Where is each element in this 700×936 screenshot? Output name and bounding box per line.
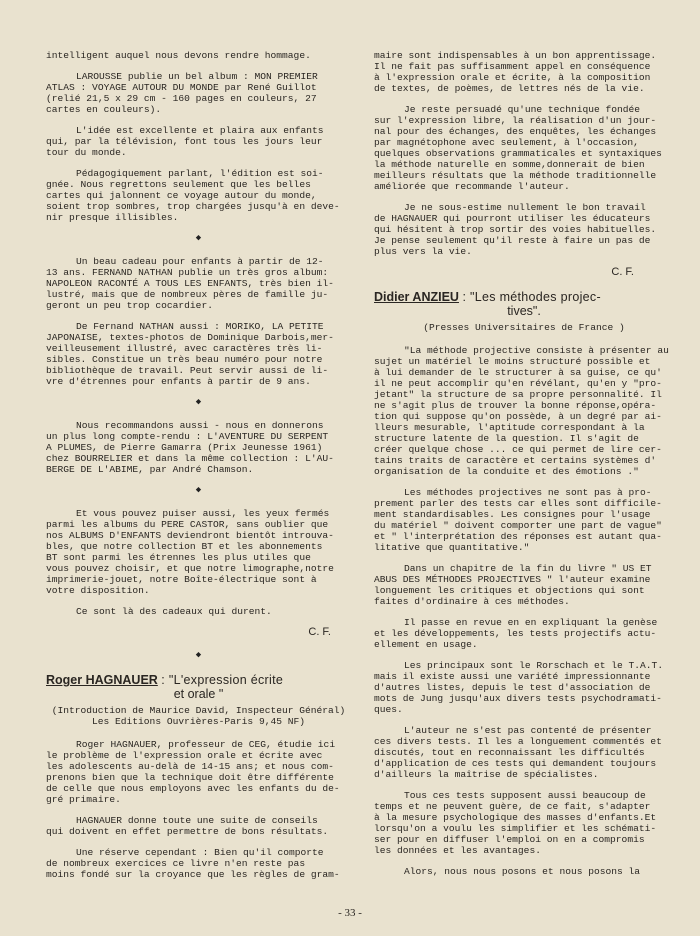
review-title-continued: tives".: [507, 304, 541, 318]
paragraph: Alors, nous nous posons et nous posons la: [404, 866, 641, 877]
review-publication-info: (Introduction de Maurice David, Inspecteur Général) Les Editions Ouvrières-Paris 9,45 NF): [51, 705, 346, 727]
paragraph: Tous ces tests supposent aussi beaucoup de temps et ne peuvent guère, de ce fait, s'adapter à la mesure psychologique des masses d'enfants.Et lorsqu'on a voulu les simplifier et les schémati- ser pour en diffuser l'emploi on en a compromis les données et les avantages.: [374, 790, 657, 856]
paragraph: L'idée est excellente et plaira aux enfants qui, par la télévision, font tous les jours leur tour du monde.: [46, 125, 324, 158]
paragraph: De Fernand NATHAN aussi : MORIKO, LA PETITE JAPONAISE, textes-photos de Dominique Darbois,mer- veilleusement illustré, avec caractères très li- sibles. Constitue un très beau numéro pour notre bibliothèque de travail. Peut servir aussi de li- vre d'étrennes pour enfants à partir de 9 ans.: [46, 321, 334, 387]
separator-diamond-icon: ◆: [195, 233, 202, 243]
paragraph: Une réserve cependant : Bien qu'il comporte de nombreux exercices ce livre n'en reste pas moins fondé sur la croyance que les règles de gram-: [46, 847, 340, 880]
paragraph: Les méthodes projectives ne sont pas à pro- prement parler des tests car elles sont difficile- ment standardisables. Les consignes pour l'usage du matériel " doivent comporter une part de vague" et " l'interprétation des réponses est autant qua- litative que quantitative.": [374, 487, 662, 553]
paragraph: HAGNAUER donne toute une suite de conseils qui doivent en effet permettre de bons résultats.: [46, 815, 329, 837]
paragraph: Et vous pouvez puiser aussi, les yeux fermés parmi les albums du PERE CASTOR, sans oublier que nos ALBUMS D'ENFANTS deviendront bientôt introuva- bles, que notre collection BT et les abonnements BT sont parmi les étrennes les plus utiles que vous pouvez choisir, et que notre limographe,notre imprimerie-jouet, notre Boîte-électrique sont à votre disposition.: [46, 508, 334, 596]
paragraph: Je ne sous-estime nullement le bon travail de HAGNAUER qui pourront utiliser les éducateurs qui hésitent à trop sortir des voies habituelles. Je pense seulement qu'il reste à faire un pas de plus vers la vie.: [374, 202, 657, 257]
paragraph: Il passe en revue en en expliquant la genèse et les développements, les tests projectifs actu- ellement en usage.: [374, 617, 658, 650]
page-number: - 33 -: [338, 907, 362, 919]
review-title: : "L'expression écrite: [161, 673, 284, 687]
paragraph: "La méthode projective consiste à présenter au sujet un matériel le moins structuré possible et à lui demander de le structurer à sa guise, ce qu' il ne peut accomplir qu'en révélant, qu'en y "pro- jetant" la structure de sa propre personnalité. Il ne s'agit plus de trouver la bonne réponse,opéra- tion qui suppose qu'on possède, à un degré par ai- lleurs mesurable, l'aptitude correspondant à la structure latente de la question. Il s'agit de créer quelque chose ... ce qui permet de lire cer- tains traits de caractère et certains systèmes d' organisation de la conduite et des émotions .": [374, 345, 669, 477]
paragraph: Roger HAGNAUER, professeur de CEG, étudie ici le problème de l'expression orale et écrite avec les adolescents au-delà de 14-15 ans; et nous com- prenons bien que la technique doit être différente de celle que nous employons avec les enfants du de- gré primaire.: [46, 739, 340, 805]
paragraph: Pédagogiquement parlant, l'édition est soi- gnée. Nous regrettons seulement que les belles cartes qui jalonnent ce voyage autour du monde, soient trop sombres, trop chargées jusqu'à en deve- nir presque illisibles.: [46, 168, 340, 223]
signature: C. F.: [308, 626, 331, 638]
left-column: [46, 50, 351, 890]
separator-diamond-icon: ◆: [195, 650, 202, 660]
separator-diamond-icon: ◆: [195, 397, 202, 407]
paragraph: maire sont indispensables à un bon apprentissage. Il ne fait pas suffisamment appel en conséquence à l'expression orale et écrite, à la composition de textes, de poèmes, de lettres nés de la vie.: [374, 50, 657, 94]
paragraph: L'auteur ne s'est pas contenté de présenter ces divers tests. Il les a longuement commentés et discutés, tout en reconnaissant les difficultés d'application de ces tests qui demandent toujours d'ailleurs la maîtrise de spécialistes.: [374, 725, 662, 780]
review-publication-info: (Presses Universitaires de France ): [423, 322, 625, 333]
review-author: Didier ANZIEU: [374, 290, 459, 304]
signature: C. F.: [611, 266, 634, 278]
review-title-continued: et orale ": [173, 687, 224, 701]
review-heading: [46, 673, 351, 701]
paragraph: Je reste persuadé qu'une technique fondée sur l'expression libre, la réalisation d'un jour- nal pour des échanges, des enquêtes, les échanges par magnétophone avec seulement, à l'occasion, quelques observations grammaticales et syntaxiques la méthode naturelle en somme,donnerait de bien meilleurs résultats que la méthode traditionnelle améliorée que recommande l'auteur.: [374, 104, 662, 192]
review-title: : "Les méthodes projec-: [462, 290, 601, 304]
separator-diamond-icon: ◆: [195, 485, 202, 495]
paragraph: LAROUSSE publie un bel album : MON PREMIER ATLAS : VOYAGE AUTOUR DU MONDE par René Guillot (relié 21,5 x 29 cm - 160 pages en couleurs, 27 cartes en couleurs).: [46, 71, 318, 115]
review-heading: [374, 290, 674, 318]
paragraph: Dans un chapitre de la fin du livre " US ET ABUS DES MÉTHODES PROJECTIVES " l'auteur examine longuement les critiques et objections qui sont faites d'ordinaire à ces méthodes.: [374, 563, 652, 607]
paragraph: Un beau cadeau pour enfants à partir de 12- 13 ans. FERNAND NATHAN publie un très gros album: NAPOLEON RACONTÉ A TOUS LES ENFANTS, très bien il- lustré, mais que de nombreux pères de famille ju- geront un peu trop cocardier.: [46, 256, 334, 311]
paragraph: Ce sont là des cadeaux qui durent.: [76, 606, 272, 617]
paragraph: intelligent auquel nous devons rendre hommage.: [46, 50, 311, 61]
paragraph: Les principaux sont le Rorschach et le T.A.T. mais il existe aussi une variété impressionnante d'autres listes, depuis le test d'association de mots de Jung jusqu'aux divers tests psychodramati- ques.: [374, 660, 664, 715]
review-author: Roger HAGNAUER: [46, 673, 158, 687]
paragraph: Nous recommandons aussi - nous en donnerons un plus long compte-rendu : L'AVENTURE DU SERPENT A PLUMES, de Pierre Gamarra (Prix Jeunesse 1961) chez BOURRELIER et dans la même collection : L'AU- BERGE DE L'ABIME, par André Chamson.: [46, 420, 334, 475]
right-column: [374, 50, 674, 887]
